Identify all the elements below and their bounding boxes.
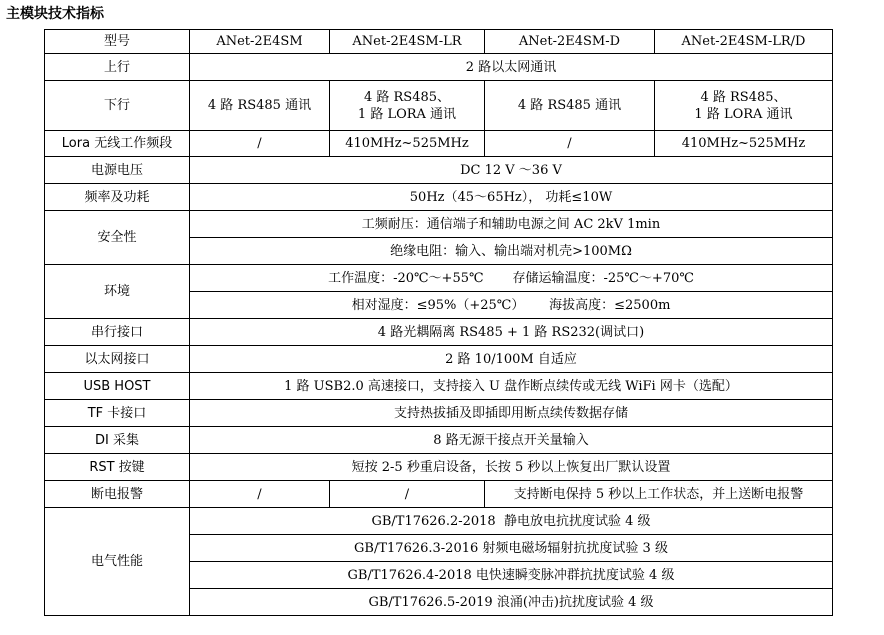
row-label-env: 环境 — [45, 265, 190, 319]
row-label-freq: 频率及功耗 — [45, 184, 190, 211]
downlink-4-line2: 1 路 LORA 通讯 — [694, 106, 793, 122]
table-row-serial — [45, 319, 833, 346]
lora-2: 410MHz~525MHz — [330, 131, 485, 157]
tf-value: 支持热拔插及即插即用断点续传数据存储 — [190, 400, 833, 427]
lora-1: / — [190, 131, 330, 157]
spec-table — [44, 29, 833, 616]
table-row-power — [45, 157, 833, 184]
table-row-lora — [45, 131, 833, 157]
row-label-downlink: 下行 — [45, 81, 190, 131]
row-label-usb: USB HOST — [45, 373, 190, 400]
row-label-safety: 安全性 — [45, 211, 190, 265]
downlink-2-line2: 1 路 LORA 通讯 — [357, 106, 457, 122]
safety-line-1: 工频耐压：通信端子和辅助电源之间 AC 2kV 1min — [190, 211, 833, 238]
table-row-uplink — [45, 54, 833, 81]
poweroff-3: 支持断电保持 5 秒以上工作状态，并上送断电报警 — [485, 481, 833, 508]
row-label-tf: TF 卡接口 — [45, 400, 190, 427]
serial-value: 4 路光耦隔离 RS485 + 1 路 RS232(调试口) — [190, 319, 833, 346]
row-label-ethernet: 以太网接口 — [45, 346, 190, 373]
model-3: ANet-2E4SM-D — [485, 30, 655, 54]
table-row-di — [45, 427, 833, 454]
model-2: ANet-2E4SM-LR — [330, 30, 485, 54]
ethernet-value: 2 路 10/100M 自适应 — [190, 346, 833, 373]
emc-line-4: GB/T17626.5-2019 浪涌(冲击)抗扰度试验 4 级 — [190, 589, 833, 616]
downlink-1: 4 路 RS485 通讯 — [190, 81, 330, 131]
page-title: 主模块技术指标 — [6, 6, 104, 22]
downlink-4 — [655, 81, 833, 131]
table-row-env-1 — [45, 265, 833, 292]
emc-line-3: GB/T17626.4-2018 电快速瞬变脉冲群抗扰度试验 4 级 — [190, 562, 833, 589]
row-label-rst: RST 按键 — [45, 454, 190, 481]
table-row-rst — [45, 454, 833, 481]
table-row-tf — [45, 400, 833, 427]
downlink-4-line1: 4 路 RS485、 — [700, 89, 787, 105]
table-row-safety-1 — [45, 211, 833, 238]
lora-3: / — [485, 131, 655, 157]
env-line-1: 工作温度：-20℃～+55℃ 存储运输温度：-25℃～+70℃ — [190, 265, 833, 292]
model-4: ANet-2E4SM-LR/D — [655, 30, 833, 54]
usb-value: 1 路 USB2.0 高速接口，支持接入 U 盘作断点续传或无线 WiFi 网卡（选配） — [190, 373, 833, 400]
row-label-poweroff: 断电报警 — [45, 481, 190, 508]
power-value: DC 12 V ～36 V — [190, 157, 833, 184]
row-label-model: 型号 — [45, 30, 190, 54]
freq-value: 50Hz（45～65Hz）， 功耗≤10W — [190, 184, 833, 211]
emc-line-1: GB/T17626.2-2018 静电放电抗扰度试验 4 级 — [190, 508, 833, 535]
env-line-2: 相对湿度：≤95%（+25℃） 海拔高度：≤2500m — [190, 292, 833, 319]
row-label-di: DI 采集 — [45, 427, 190, 454]
table-row-freq — [45, 184, 833, 211]
rst-value: 短按 2-5 秒重启设备，长按 5 秒以上恢复出厂默认设置 — [190, 454, 833, 481]
downlink-2 — [330, 81, 485, 131]
model-1: ANet-2E4SM — [190, 30, 330, 54]
row-label-emc: 电气性能 — [45, 508, 190, 616]
safety-line-2: 绝缘电阻：输入、输出端对机壳>100MΩ — [190, 238, 833, 265]
lora-4: 410MHz~525MHz — [655, 131, 833, 157]
poweroff-2: / — [330, 481, 485, 508]
table-row-ethernet — [45, 346, 833, 373]
table-row-downlink — [45, 81, 833, 131]
row-label-uplink: 上行 — [45, 54, 190, 81]
downlink-3: 4 路 RS485 通讯 — [485, 81, 655, 131]
table-row-model — [45, 30, 833, 54]
uplink-value: 2 路以太网通讯 — [190, 54, 833, 81]
row-label-serial: 串行接口 — [45, 319, 190, 346]
downlink-2-line1: 4 路 RS485、 — [363, 89, 451, 105]
di-value: 8 路无源干接点开关量输入 — [190, 427, 833, 454]
table-row-usb — [45, 373, 833, 400]
table-row-poweroff — [45, 481, 833, 508]
table-row-emc-1 — [45, 508, 833, 535]
emc-line-2: GB/T17626.3-2016 射频电磁场辐射抗扰度试验 3 级 — [190, 535, 833, 562]
row-label-power: 电源电压 — [45, 157, 190, 184]
poweroff-1: / — [190, 481, 330, 508]
row-label-lora: Lora 无线工作频段 — [45, 131, 190, 157]
